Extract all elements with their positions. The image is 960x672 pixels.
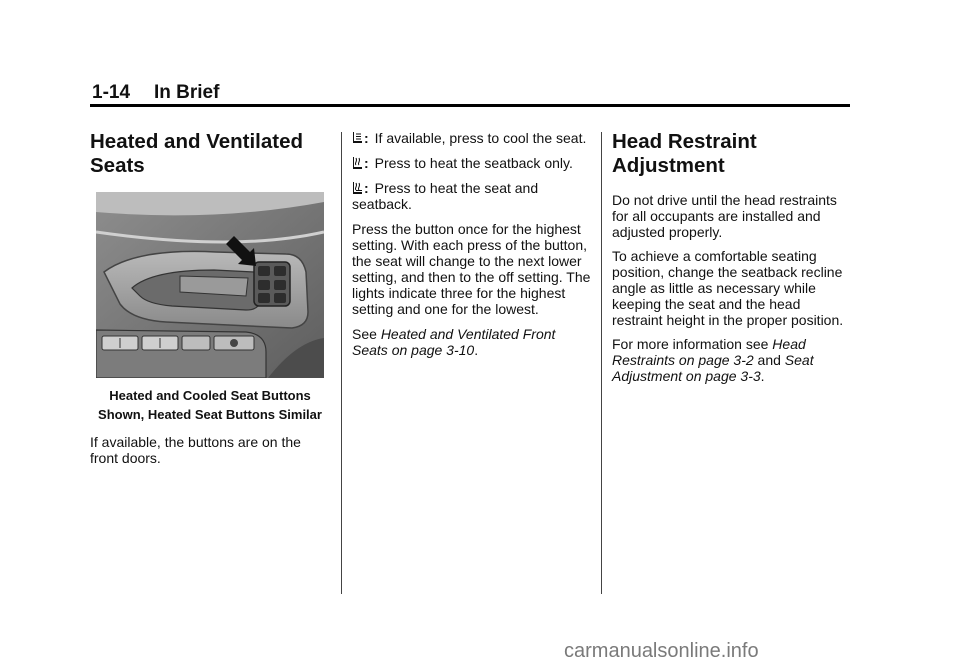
column-divider-1 (341, 132, 342, 594)
head-restraints-link[interactable]: Head Restraints on page 3-2 (612, 336, 806, 368)
head-restraint-warning: Do not drive until the head restraints for all occupants are installed and adjusted properly. (612, 192, 837, 240)
seat-back-sep: : (364, 180, 369, 196)
ventilated-seat-icon (352, 131, 364, 145)
cool-seat-item (352, 130, 592, 146)
heat-seat-and-back-item (352, 180, 592, 212)
more-info-suffix: . (760, 368, 765, 384)
head-restraint-heading: Head Restraint Adjustment (612, 130, 757, 177)
door-panel-seat-buttons-illustration (96, 192, 324, 378)
cool-text: If available, press to cool the seat. (374, 130, 587, 146)
heat-seat-and-back-text: Press to heat the seat and seatback. (352, 180, 539, 212)
seat-adjustment-link[interactable]: Seat Adjustment on page 3-3 (612, 352, 814, 384)
heat-seatback-text: Press to heat the seatback only. (374, 155, 573, 171)
more-info-prefix: For more information see (612, 336, 769, 352)
heated-seat-and-back-icon (352, 181, 364, 195)
column-3 (612, 130, 852, 392)
section-title: In Brief (154, 82, 220, 103)
more-info-reference (612, 336, 852, 384)
heated-ventilated-seats-heading: Heated and Ventilated Seats (90, 130, 304, 177)
site-watermark: carmanualsonline.info (564, 640, 759, 662)
see-prefix: See (352, 326, 377, 342)
settings-paragraph: Press the button once for the highest setting. With each press of the button, the seat will change to the next lower setting, and then to the off setting. The lights indicate three for the highest setting and one for the lowest. (352, 221, 591, 317)
more-info-mid: and (757, 352, 781, 368)
heat-seatback-item (352, 155, 592, 171)
seating-position-text: To achieve a comfortable seating position, change the seatback recline angle as little as necessary while keeping the seat and the head restraint height in the proper position. (612, 248, 844, 328)
see-reference (352, 326, 592, 358)
column-divider-2 (601, 132, 602, 594)
column-1 (90, 130, 330, 474)
heated-seatback-icon (352, 156, 364, 170)
buttons-location-text: If available, the buttons are on the front doors. (90, 434, 301, 466)
figure-caption: Heated and Cooled Seat Buttons Shown, Heated Seat Buttons Similar (98, 388, 322, 422)
page-number: 1-14 (92, 82, 131, 103)
column-2 (352, 130, 592, 367)
cool-sep: : (364, 130, 369, 146)
see-suffix: . (474, 342, 479, 358)
seatback-sep: : (364, 155, 369, 171)
header-rule (90, 104, 850, 107)
page-header (92, 82, 219, 104)
heated-ventilated-front-seats-link[interactable]: Heated and Ventilated Front Seats on page 3-10 (352, 326, 556, 358)
